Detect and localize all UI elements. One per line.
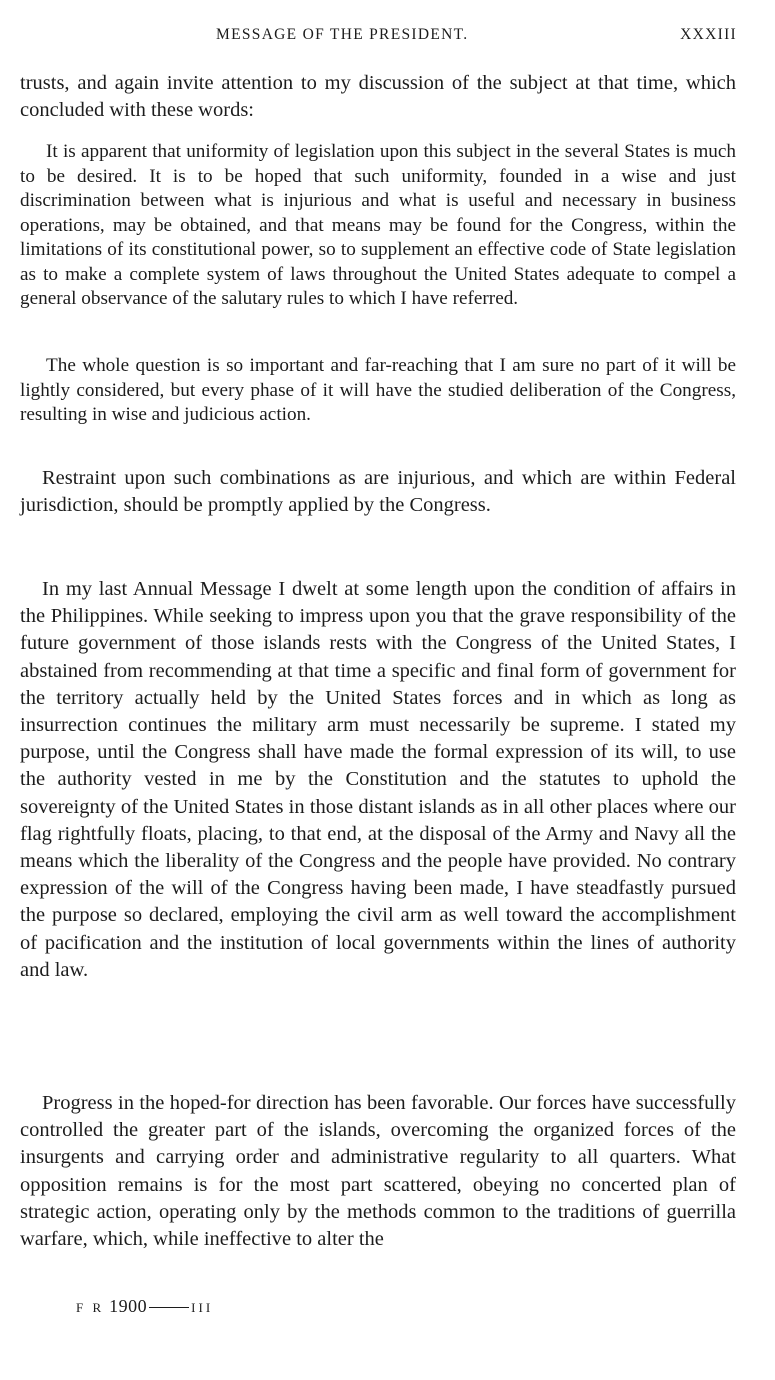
footer-volume: III (191, 1300, 214, 1315)
paragraph-philippines: In my last Annual Message I dwelt at some length upon the condition of affairs in the Philippines. While seeking to impress upon you that the grave responsibility of the future government of those islands rests with the Congress of the United States, I abstained from recommending at that time a specific and final form of government for the territory actually held by the United States forces and in which as long as insurrection continues the military arm must necessarily be supreme. I stated my purpose, until the Congress shall have made the formal expression of its will, to use the authority vested in me by the Constitution and the statutes to uphold the sovereignty of the United States in those distant islands as in all other places where our flag rightfully floats, placing, to that end, at the disposal of the Army and Navy all the means which the liberality of the Congress and the people have provided. No contrary expression of the will of the Congress having been made, I have steadfastly pursued the purpose so declared, employing the civil arm as well toward the accomplishment of pacification and the institution of local governments within the lines of authority and law. (20, 578, 736, 981)
quoted-paragraph-question: The whole question is so important and far-reaching that I am sure no part of it will be lightly considered, but every phase of it will have the studied deliberation of the Congress, resulting in wise and judicious action. (20, 355, 736, 425)
footer-rule (149, 1307, 189, 1308)
paragraph-intro: trusts, and again invite attention to my discussion of the subject at that time, which concluded with these words: (20, 72, 736, 122)
running-title: MESSAGE OF THE PRESIDENT. (216, 26, 469, 43)
quoted-paragraph-uniformity: It is apparent that uniformity of legislation upon this subject in the several States is much to be desired. It is to be hoped that such uniformity, founded in a wise and just discrimination between what is injurious and what is useful and necessary in business operations, may be obtained, and that means may be found for the Congress, within the limitations of its constitutional power, so to supplement an effective code of State legislation as to make a complete system of laws throughout the United States adequate to compel a general observance of the salutary rules to which I have referred. (20, 141, 736, 309)
page-header (20, 26, 737, 50)
page-number: XXXIII (680, 26, 737, 43)
footer-signature: F R (76, 1300, 105, 1315)
paragraph-restraint: Restraint upon such combinations as are injurious, and which are within Federal jurisdiction, should be promptly applied by the Congress. (20, 467, 736, 517)
page-footer (76, 1296, 213, 1317)
paragraph-progress: Progress in the hoped-for direction has been favorable. Our forces have successfully controlled the greater part of the islands, overcoming the organized forces of the insurgents and carrying order and administrative regularity to all quarters. What opposition remains is for the most part scattered, obeying no concerted plan of strategic action, operating only by the methods common to the traditions of guerrilla warfare, which, while ineffective to alter the (20, 1092, 736, 1251)
footer-year: 1900 (109, 1296, 148, 1316)
